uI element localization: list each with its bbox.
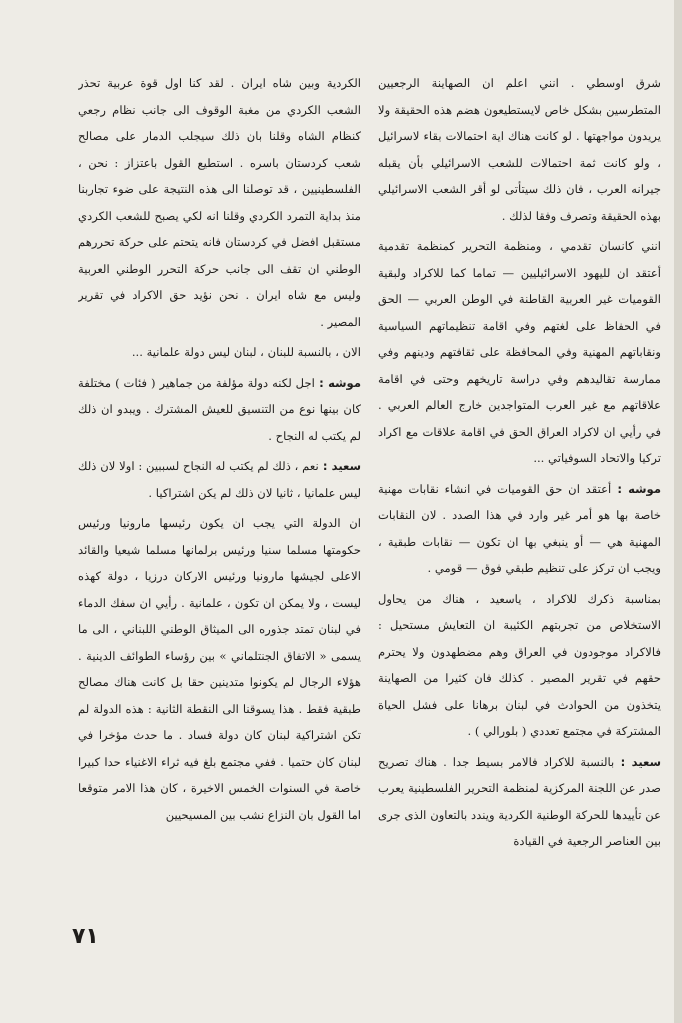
paragraph-text: شرق اوسطي . انني اعلم ان الصهاينة الرجعيين المتطرسين بشكل خاص لايستطيعون هضم هذه الحقيقة ولا يريدون مواجهتها . لو كانت هناك اية احتمالات بقاء لاسرائيل ، ولو كانت ثمة احتمالات للشعب الاسرائيلي بأن يقبله جيرانه العرب ، فان ذلك سيتأتى لو أقر الشعب الاسرائيلي بهذه الحقيقة وتصرف وفقا لذلك .: [378, 76, 661, 223]
paragraph-text: الان ، بالنسبة للبنان ، لبنان ليس دولة علمانية ...: [131, 345, 361, 359]
paragraph: [78, 70, 361, 335]
right-column: [378, 70, 661, 920]
paragraph: [78, 510, 361, 828]
paragraph-text: بالنسبة للاكراد فالامر بسيط جدا . هناك تصريح صدر عن اللجنة المركزية لمنظمة التحرير الفلسطينية يعرب عن تأييدها للحركة الوطنية الكردية ويندد بالتعاون الذى جرى بين العناصر الرجعية في القيادة: [378, 754, 661, 848]
page-number: ٧١: [72, 924, 99, 949]
paragraph: [378, 70, 661, 229]
paragraph: [378, 749, 661, 855]
paragraph-text: نعم ، ذلك لم يكتب له النجاح لسببين : اولا لان ذلك ليس علمانيا ، ثانيا لان ذلك لم يكن اشتراكيا .: [78, 459, 361, 500]
speaker-label: سعيد :: [614, 754, 661, 769]
paragraph-text: بمناسبة ذكرك للاكراد ، ياسعيد ، هناك من يحاول الاستخلاص من تجربتهم الكئيبة ان التعايش مستحيل : فالاكراد موجودون في العراق وهم مضطهدون ولا يحترم حقهم في تقرير المصير . كذلك فان كثيرا من الصهاينة يتخذون من الحوادث في لبنان برهانا على فشل الحياة المشتركة في مجتمع تعددي ( بلورالي ) .: [378, 591, 661, 738]
speaker-label: سعيد :: [318, 459, 361, 473]
paragraph-text: اجل لكنه دولة مؤلفة من جماهير ( فئات ) مختلفة كان بينها نوع من التنسيق للعيش المشترك . ويبدو ان ذلك لم يكتب له النجاح .: [78, 375, 361, 443]
paragraph-text: ان الدولة التي يجب ان يكون رئيسها مارونيا ورئيس حكومتها مسلما سنيا ورئيس برلمانها مسلما شيعيا والقائد الاعلى لجيشها مارونيا ورئيس الاركان درزيا ، دولة كهذه ليست ، ولا يمكن ان تكون ، علمانية . رأيي ان سفك الدماء في لبنان تمتد جذوره الى الميثاق الوطني اللبناني ، الى ما يسمى « الاتفاق الجنتلماني » بين رؤساء الطوائف الدينية . هؤلاء الرجال لم يكونوا متدينين حقا بل كانت هناك مصالح طبقية فقط . هذا يسوقنا الى النقطة الثانية : هذه الدولة لم تكن اشتراكية لبنان كان دولة فساد . ما حدث مؤخرا في لبنان كان حتميا . ففي مجتمع بلغ فيه ثراء الاغنياء حدا كبيرا خاصة في السنوات الخمس الاخيرة ، كان هذا الامر متوقعا اما القول بان النزاع نشب بين المسيحيين: [78, 516, 361, 822]
paragraph: [78, 370, 361, 450]
paragraph-text: أعتقد ان حق القوميات في انشاء نقابات مهنية خاصة بها هو أمر غير وارد في هذا الصدد . لان النقابات المهنية هي — أو ينبغي بها ان تكون — نقابات طبقية ، ويجب ان تركز على تنظيم طبقي فوق — قومي .: [378, 481, 661, 575]
paragraph-text: الكردية وبين شاه ايران . لقد كنا اول قوة عربية تحذر الشعب الكردي من مغبة الوقوف الى جانب نظام رجعي كنظام الشاه وقلنا بان ذلك سيجلب الدمار على مصالح شعب كردستان باسره . استطيع القول باعتزاز : نحن ، الفلسطينيين ، قد توصلنا الى هذه النتيجة على ضوء تجاربنا منذ بداية التمرد الكردي وقلنا انه لكي يصبح للشعب الكردي مستقبل افضل في كردستان فانه يتحتم على حركة تحررهم الوطني ان تقف الى جانب حركة التحرر الوطني العربية وليس مع شاه ايران . نحن نؤيد حق الاكراد في تقرير المصير .: [78, 76, 361, 329]
paragraph: [378, 476, 661, 582]
speaker-label: موشه :: [611, 481, 661, 496]
speaker-label: موشه :: [314, 375, 361, 390]
page-edge-shadow: [674, 0, 682, 1023]
paragraph: [378, 586, 661, 745]
paragraph: [378, 233, 661, 472]
left-column: [78, 70, 361, 920]
paragraph: [78, 453, 361, 506]
paragraph-text: انني كانسان تقدمي ، ومنظمة التحرير كمنظمة تقدمية أعتقد ان لليهود الاسرائيليين — تماما كما للاكراد ولبقية القوميات غير العربية القاطنة في الوطن العربي — الحق في الحفاظ على لغتهم وفي اقامة تنظيماتهم السياسية ونقاباتهم المهنية وفي المحافظة على ثقافتهم ودينهم وفي ممارسة تقاليدهم وفي دراسة تاريخهم وحتى في اقامة علاقاتهم مع غير العرب المتواجدين خارج العالم العربي . في رأيي ان لاكراد العراق الحق في اقامة علاقات مع اكراد تركيا والاتحاد السوفياتي ...: [378, 239, 661, 465]
paragraph: [78, 339, 361, 366]
